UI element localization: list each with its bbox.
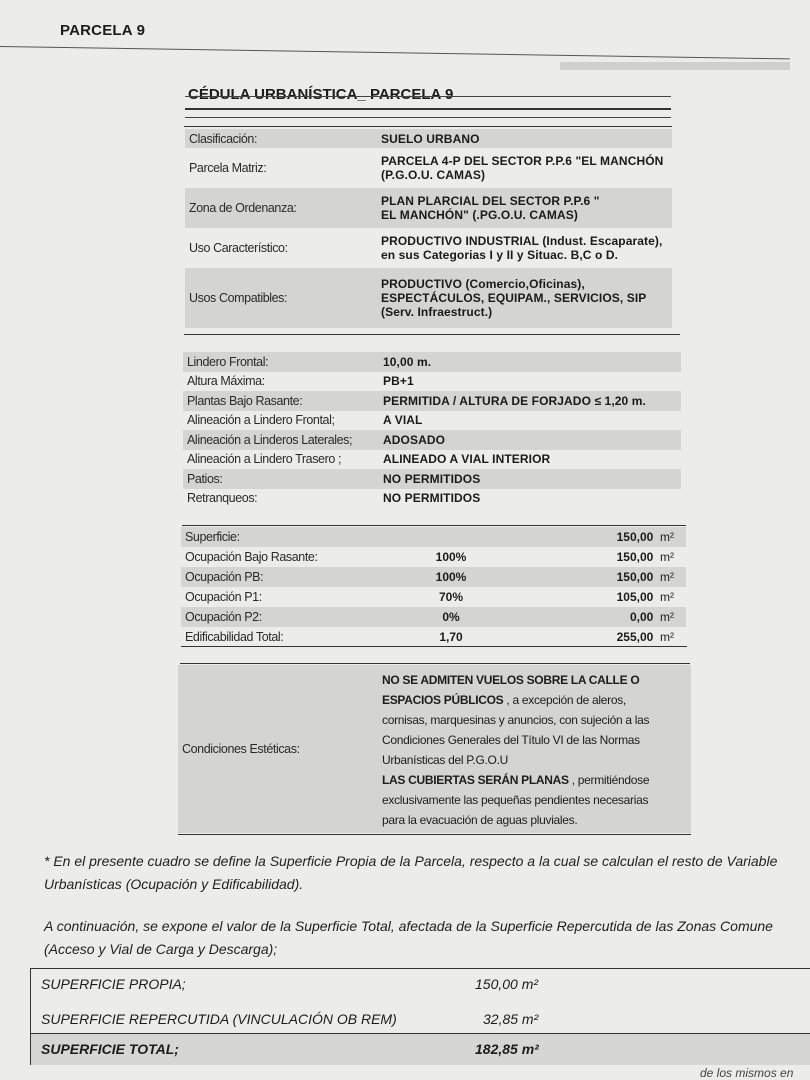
section3-row <box>181 607 686 627</box>
section2-row <box>183 450 681 470</box>
section4-row <box>178 665 691 833</box>
row-value: NO PERMITIDOS <box>379 469 681 489</box>
totals-value: 150,00 m² <box>475 976 539 992</box>
row-value: PLAN PLARCIAL DEL SECTOR P.P.6 " EL MANCHÓN" (.PG.O.U. CAMAS) <box>377 188 672 228</box>
row-value: 150,00 m² <box>616 550 674 564</box>
section2-row <box>183 469 681 489</box>
section3-row <box>181 527 686 547</box>
row-value: ALINEADO A VIAL INTERIOR <box>383 452 551 467</box>
section1-bottom-rule <box>184 334 680 335</box>
row-label: Parcela Matriz: <box>189 161 267 175</box>
row-label: Ocupación PB: <box>181 567 386 587</box>
row-label: Ocupación P1: <box>185 590 262 604</box>
row-label: Ocupación P2: <box>181 607 386 627</box>
row-value: PB+1 <box>383 374 414 389</box>
aesthetic-conditions-text: NO SE ADMITEN VUELOS SOBRE LA CALLE O ESPACIOS PÚBLICOS , a excepción de aleros, cornisas, marquesinas y anuncios, con sujeción a las Condiciones Generales del Título VI de las Normas Urbanísticas del P.G.O.U LAS CUBIERTAS SERÁN PLANAS , permitiéndose exclusivamente las pequeñas pendientes necesarias para la evacuación de aguas pluviales. <box>378 665 691 833</box>
row-value: A VIAL <box>383 413 423 428</box>
totals-label: SUPERFICIE REPERCUTIDA (VINCULACIÓN OB REM) <box>41 1011 397 1027</box>
section4-top-rule <box>180 663 690 664</box>
section4-bottom-rule <box>178 834 691 835</box>
row-label: Alineación a Lindero Frontal; <box>187 413 335 428</box>
row-percent: 70% <box>438 590 464 604</box>
row-label: Zona de Ordenanza: <box>185 188 377 228</box>
title-rule-top <box>185 96 671 97</box>
section1-row <box>185 129 672 148</box>
totals-row-propia <box>31 969 810 1000</box>
title-rule-bottom <box>185 117 671 118</box>
row-percent: 100% <box>435 550 467 564</box>
section1-top-rule <box>184 126 672 127</box>
page-header-parcel: PARCELA 9 <box>60 22 146 39</box>
footer-fragment: de los mismos en <box>700 1066 794 1080</box>
surface-totals-box <box>30 968 810 1065</box>
totals-label: SUPERFICIE PROPIA; <box>41 976 186 992</box>
row-percent: 0% <box>386 607 516 627</box>
row-value: PRODUCTIVO (Comercio,Oficinas), ESPECTÁCULOS, EQUIPAM., SERVICIOS, SIP (Serv. Infraestruct.) <box>377 268 672 328</box>
section3-top-rule <box>182 525 686 526</box>
row-value: 105,00 m² <box>616 590 674 604</box>
row-label: Clasificación: <box>185 129 377 148</box>
totals-value: 182,85 m² <box>475 1041 539 1057</box>
row-value: NO PERMITIDOS <box>383 491 481 506</box>
section2-row <box>183 391 681 411</box>
row-label: Patios: <box>183 469 379 489</box>
note-surface-definition: * En el presente cuadro se define la Superficie Propia de la Parcela, respecto a la cual se calculan el resto de Variable Urbanísticas (Ocupación y Edificabilidad). <box>44 853 778 892</box>
row-value: PRODUCTIVO INDUSTRIAL (Indust. Escaparate), en sus Categorias I y II y Situac. B,C o D. <box>381 234 663 262</box>
totals-label: SUPERFICIE TOTAL; <box>41 1041 179 1057</box>
row-value: 150,00 m² <box>516 567 686 587</box>
row-value: ADOSADO <box>379 430 681 450</box>
note-total-surface: A continuación, se expone el valor de la Superficie Total, afectada de la Superficie Repercutida de las Zonas Comune (Acceso y Vial de Carga y Descarga); <box>44 918 773 957</box>
section3-bottom-rule <box>181 646 687 647</box>
section3-row <box>181 587 686 607</box>
row-value: 0,00 m² <box>516 607 686 627</box>
section2-row <box>183 430 681 450</box>
row-percent <box>386 527 516 547</box>
row-label: Alineación a Lindero Trasero ; <box>187 452 342 467</box>
totals-row-total <box>31 1033 810 1065</box>
section2-row <box>183 372 681 392</box>
section2-table <box>183 352 681 508</box>
totals-value: 32,85 m² <box>483 1011 539 1027</box>
totals-row-repercutida <box>31 1004 810 1035</box>
row-label: Plantas Bajo Rasante: <box>183 391 379 411</box>
row-label: Alineación a Linderos Laterales; <box>183 430 379 450</box>
row-label: Lindero Frontal: <box>183 352 379 372</box>
row-percent: 100% <box>386 567 516 587</box>
row-percent: 1,70 <box>439 630 463 644</box>
row-value: PARCELA 4-P DEL SECTOR P.P.6 "EL MANCHÓN (P.G.O.U. CAMAS) <box>381 154 664 182</box>
header-rule <box>0 46 790 59</box>
row-label: Retranqueos: <box>187 491 258 506</box>
row-value: 150,00 m² <box>516 527 686 547</box>
section1-row <box>185 148 672 188</box>
row-value: PERMITIDA / ALTURA DE FORJADO ≤ 1,20 m. <box>379 391 681 411</box>
row-label: Uso Característico: <box>189 241 288 255</box>
header-shade <box>560 62 790 70</box>
section3-row <box>181 567 686 587</box>
section2-row <box>183 411 681 431</box>
row-label: Edificabilidad Total: <box>185 630 284 644</box>
card-title: CÉDULA URBANÍSTICA_ PARCELA 9 <box>188 86 454 103</box>
row-label: Altura Máxima: <box>187 374 265 389</box>
row-value: SUELO URBANO <box>377 129 672 148</box>
row-label: Usos Compatibles: <box>185 268 377 328</box>
row-label: Ocupación Bajo Rasante: <box>185 550 318 564</box>
section2-row <box>183 489 681 509</box>
section3-row <box>181 627 686 647</box>
row-value: 255,00 m² <box>616 630 674 644</box>
title-rule-mid <box>185 108 671 110</box>
section1-table <box>185 129 672 328</box>
section1-row <box>185 188 672 228</box>
row-label: Condiciones Estéticas: <box>178 665 378 833</box>
section4-table <box>178 665 691 833</box>
section2-row <box>183 352 681 372</box>
section3-table <box>181 527 686 647</box>
section3-row <box>181 547 686 567</box>
section1-row <box>185 228 672 268</box>
row-label: Superficie: <box>181 527 386 547</box>
section1-row <box>185 268 672 328</box>
row-value: 10,00 m. <box>379 352 681 372</box>
